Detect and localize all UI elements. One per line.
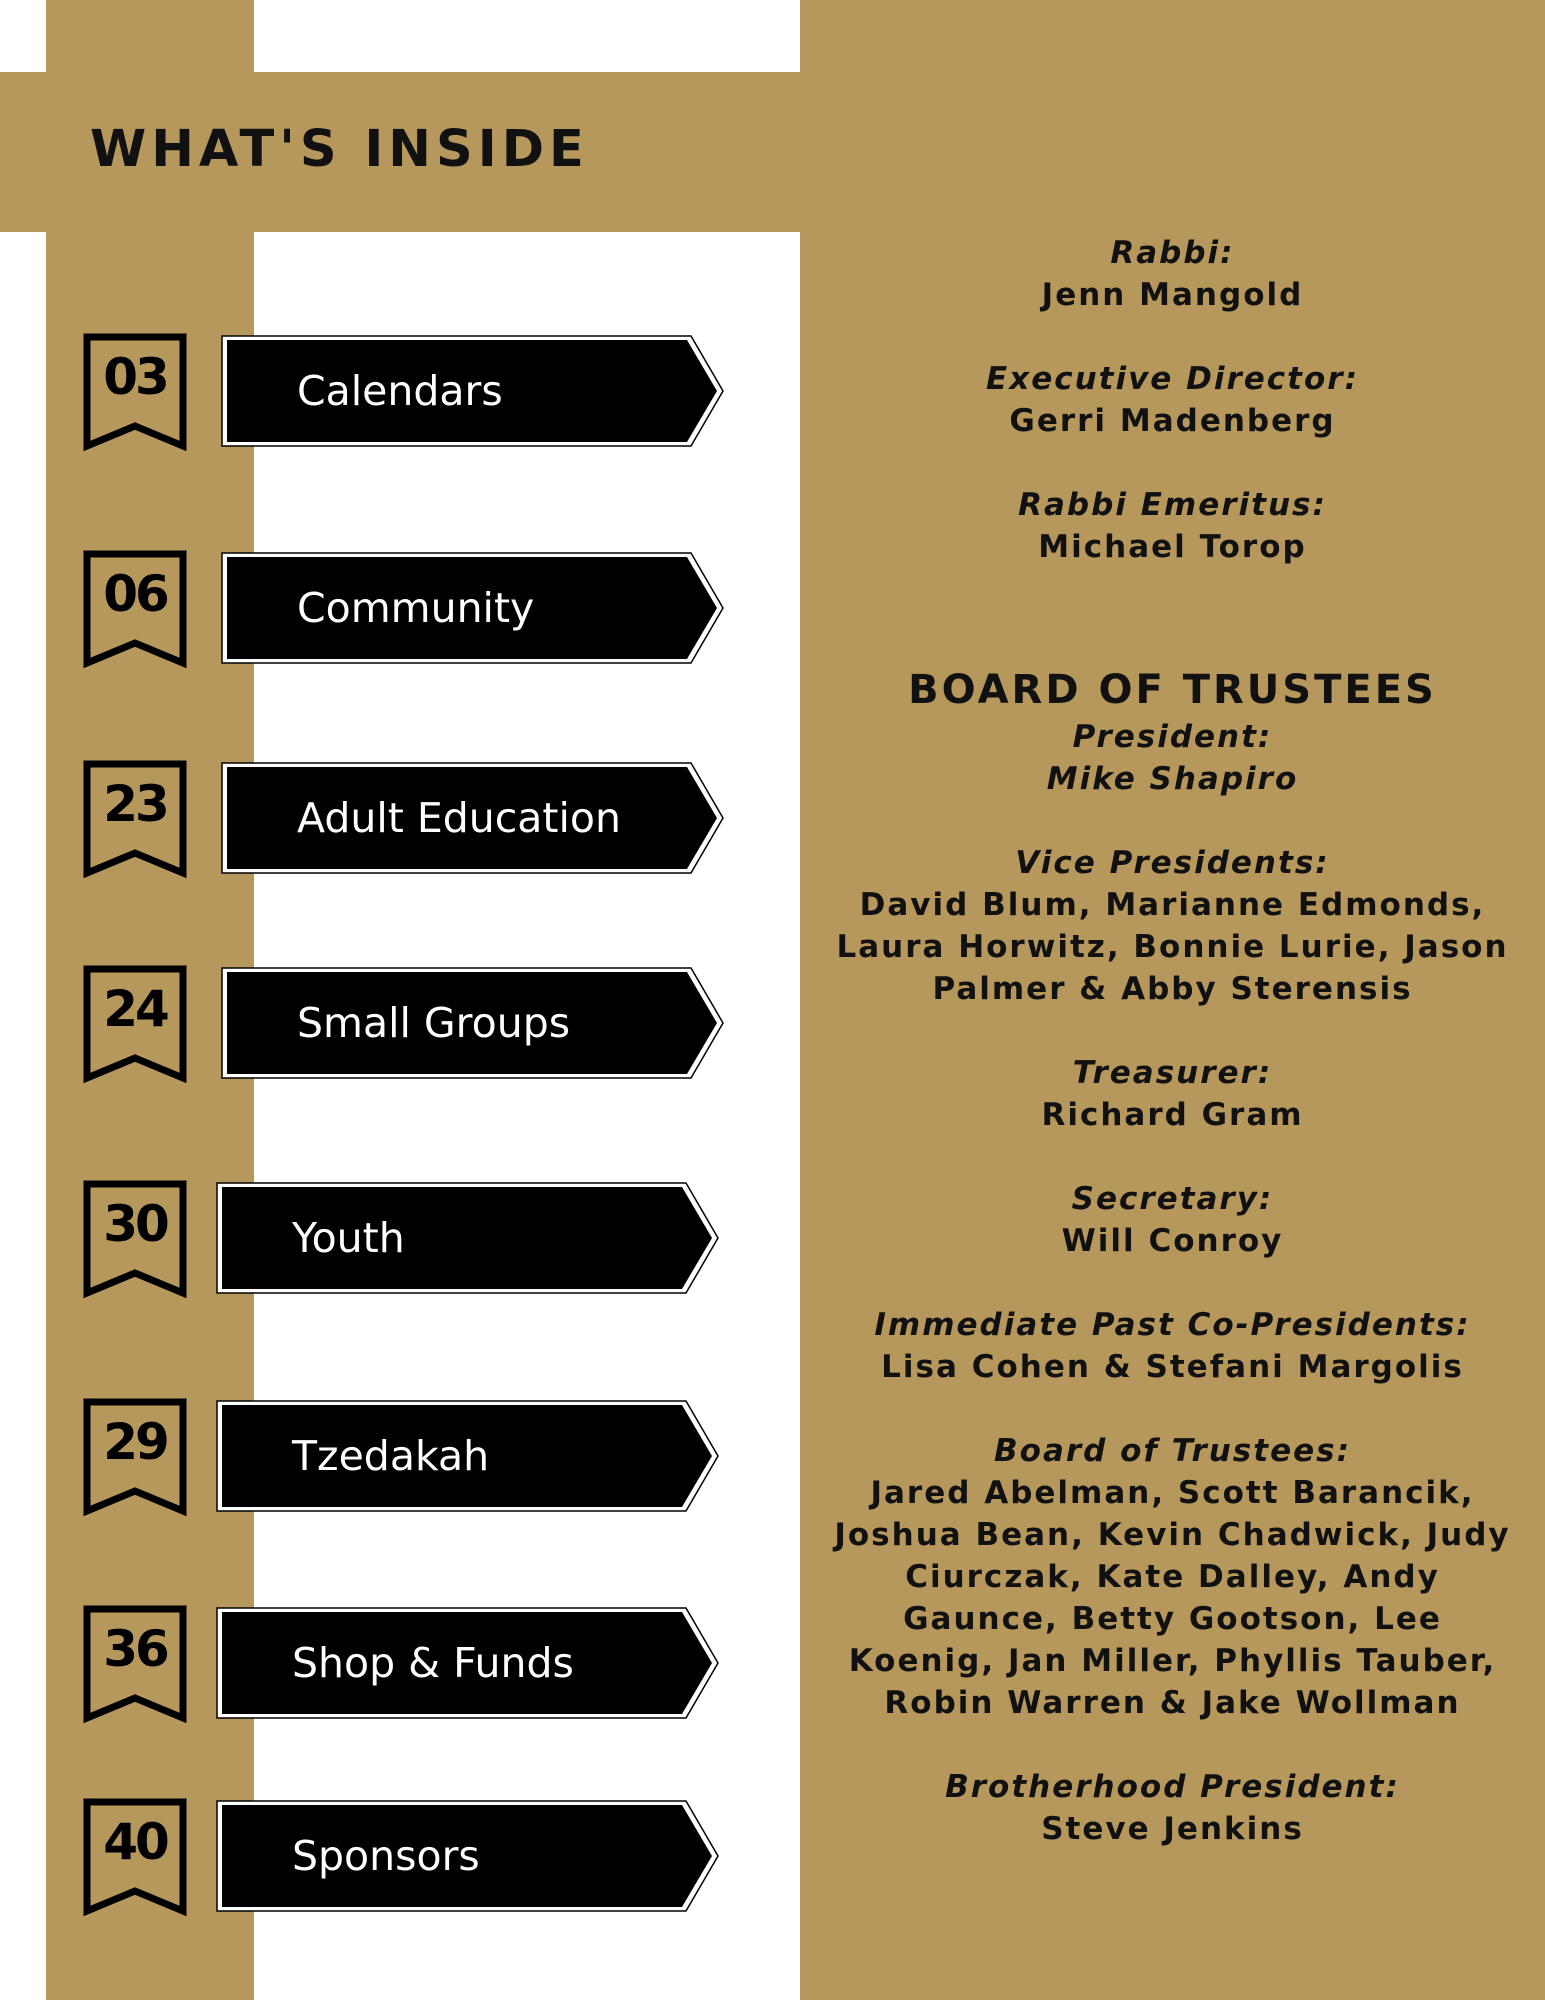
toc-label: Sponsors [292,1832,480,1880]
role-vice-presidents: Vice Presidents: [1015,845,1330,881]
role-board-of-trustees: Board of Trustees: [994,1433,1351,1469]
toc-item [0,965,800,1085]
page-number: 23 [103,775,167,833]
page-number-ribbon [83,333,187,453]
toc-link-small-groups[interactable] [221,967,725,1079]
name-executive-director: Gerri Madenberg [1009,403,1336,439]
role-brotherhood-president: Brotherhood President: [945,1769,1400,1805]
toc-label: Community [297,584,535,632]
page-number-ribbon [83,760,187,880]
toc-link-calendars[interactable] [221,335,725,447]
page-number: 36 [103,1620,167,1678]
toc-label: Tzedakah [292,1432,490,1480]
role-past-co-presidents: Immediate Past Co-Presidents: [874,1307,1471,1343]
page-number-ribbon [83,965,187,1085]
role-rabbi: Rabbi: [1110,235,1235,271]
name-rabbi-emeritus: Michael Torop [1038,529,1307,565]
toc-link-shop-funds[interactable] [216,1607,720,1719]
toc-item [0,760,800,880]
toc-link-adult-education[interactable] [221,762,725,874]
toc-link-youth[interactable] [216,1182,720,1294]
page-number-ribbon [83,1180,187,1300]
names-vice-presidents: David Blum, Marianne Edmonds, Laura Horwitz, Bonnie Lurie, Jason Palmer & Abby Sterensis [836,887,1509,1007]
names-past-co-presidents: Lisa Cohen & Stefani Margolis [881,1349,1464,1385]
page-number: 06 [103,565,167,623]
name-treasurer: Richard Gram [1041,1097,1304,1133]
toc-label: Youth [292,1214,405,1262]
toc-label: Adult Education [297,794,621,842]
page-number-ribbon [83,550,187,670]
leadership-list [800,232,1545,1850]
toc-item [0,1398,800,1518]
board-heading: BOARD OF TRUSTEES [908,667,1437,713]
toc-item [0,1180,800,1300]
name-rabbi: Jenn Mangold [1041,277,1304,313]
toc-item [0,1605,800,1725]
role-president: President: [1072,719,1273,755]
name-president: Mike Shapiro [1046,761,1299,797]
toc-link-tzedakah[interactable] [216,1400,720,1512]
page-number-ribbon [83,1398,187,1518]
toc-item [0,333,800,453]
toc-label: Small Groups [297,999,571,1047]
page-number: 40 [103,1813,167,1871]
role-secretary: Secretary: [1071,1181,1274,1217]
names-board-of-trustees: Jared Abelman, Scott Barancik, Joshua Bean, Kevin Chadwick, Judy Ciurczak, Kate Dalley, Andy Gaunce, Betty Gootson, Lee Koenig, Jan Miller, Phyllis Tauber, Robin Warren & Jake Wollman [834,1475,1511,1721]
page-number-ribbon [83,1798,187,1918]
toc-item [0,550,800,670]
toc-item [0,1798,800,1918]
toc-link-community[interactable] [221,552,725,664]
name-secretary: Will Conroy [1061,1223,1284,1259]
name-brotherhood-president: Steve Jenkins [1041,1811,1304,1847]
page-title: WHAT'S INSIDE [90,120,589,179]
page-number: 24 [103,980,167,1038]
page-number: 03 [103,348,167,406]
role-rabbi-emeritus: Rabbi Emeritus: [1018,487,1327,523]
toc-label: Calendars [297,367,503,415]
toc-link-sponsors[interactable] [216,1800,720,1912]
role-executive-director: Executive Director: [986,361,1359,397]
page-number-ribbon [83,1605,187,1725]
toc-label: Shop & Funds [292,1639,574,1687]
role-treasurer: Treasurer: [1072,1055,1273,1091]
page-number: 30 [103,1195,167,1253]
page-number: 29 [103,1413,167,1471]
